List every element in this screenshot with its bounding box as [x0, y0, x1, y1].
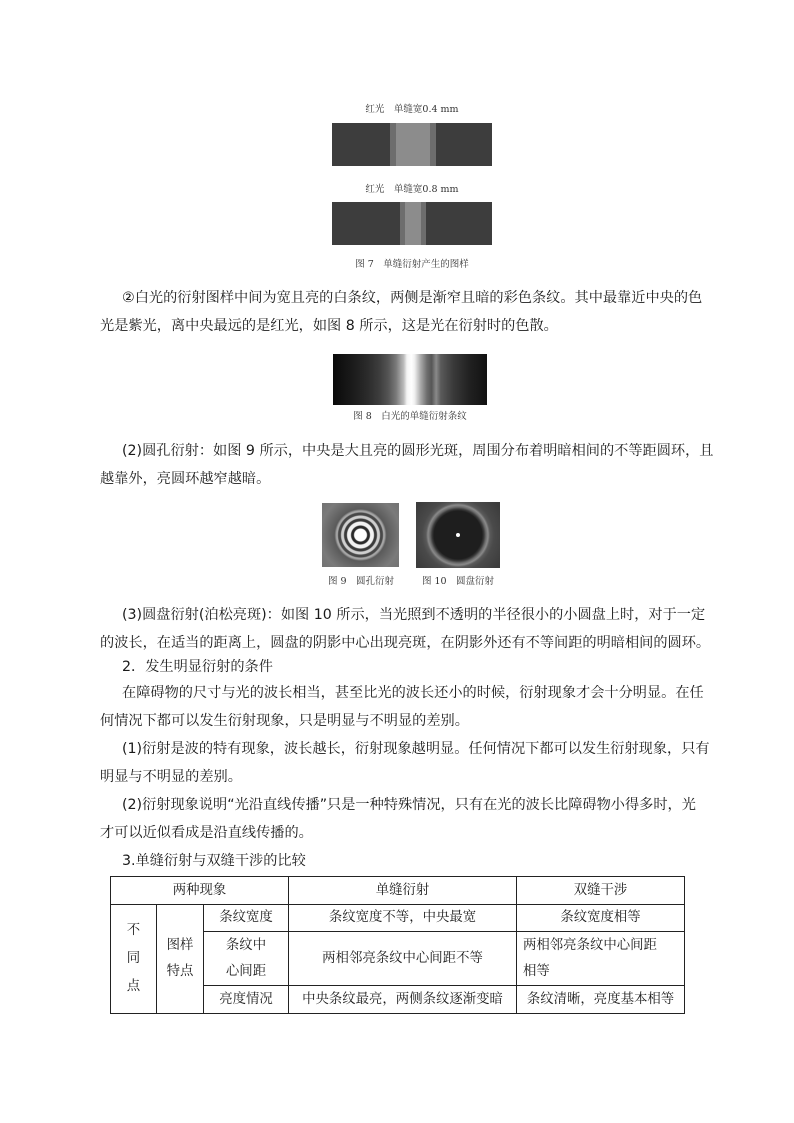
paragraph-line: 何情况下都可以发生衍射现象，只是明显与不明显的差别。 — [100, 713, 469, 729]
cell-line: 两相邻亮条纹中心间距 — [523, 937, 657, 953]
section2-paragraph2 — [100, 735, 710, 791]
figure7-caption: 图 7 单缝衍射产生的图样 — [355, 259, 469, 270]
group-label-char: 同 — [126, 951, 141, 966]
figure9-circular-hole-pattern — [322, 503, 399, 567]
paragraph-line: 明显与不明显的差别。 — [100, 769, 242, 785]
figure9-caption: 图 9 圆孔衍射 — [327, 576, 395, 587]
paragraph-line: (2)衍射现象说明“光沿直线传播”只是一种特殊情况，只有在光的波长比障碍物小得多时，光 — [122, 797, 696, 813]
aspect-cell: 条纹宽度 — [204, 905, 289, 932]
single-slit-cell: 两相邻亮条纹中心间距不等 — [289, 932, 517, 986]
section2-paragraph3 — [100, 791, 698, 847]
table-row — [111, 905, 685, 932]
paragraph-line: 才可以近似看成是沿直线传播的。 — [100, 825, 313, 841]
aspect-line: 条纹中 — [225, 937, 267, 953]
poisson-spot — [456, 533, 460, 537]
figure7-label-a: 红光 单缝宽0.4 mm — [365, 104, 459, 115]
group-label-cell — [111, 905, 157, 1014]
header-cell: 双缝干涉 — [517, 877, 685, 905]
paragraph-circular-hole — [100, 437, 714, 493]
paragraph-line: ②白光的衍射图样中间为宽且亮的白条纹，两侧是渐窄且暗的彩色条纹。其中最靠近中央的色 — [122, 290, 703, 306]
sub-group-label-line: 图样 — [166, 938, 194, 953]
figure8-white-light-fringes — [333, 354, 487, 405]
header-cell: 两种现象 — [111, 877, 289, 905]
paragraph-line: 光是紫光，离中央最远的是红光，如图 8 所示，这是光在衍射时的色散。 — [100, 318, 558, 334]
paragraph-line: 的波长，在适当的距离上，圆盘的阴影中心出现亮斑，在阴影外还有不等间距的明暗相间的圆环。 — [100, 635, 711, 651]
double-slit-cell: 条纹宽度相等 — [517, 905, 685, 932]
table-header-row — [111, 877, 685, 905]
section2-paragraph1 — [100, 679, 704, 735]
double-slit-cell — [517, 932, 685, 986]
paragraph-line: 越靠外，亮圆环越窄越暗。 — [100, 471, 271, 487]
figure8-caption: 图 8 白光的单缝衍射条纹 — [353, 411, 467, 422]
paragraph-white-light — [100, 284, 703, 340]
group-label-char: 点 — [126, 979, 141, 994]
comparison-table — [110, 876, 685, 1014]
figure7-pattern-wide-slit — [332, 202, 492, 245]
sub-group-label-line: 特点 — [166, 964, 194, 979]
aspect-cell: 亮度情况 — [204, 986, 289, 1014]
single-slit-cell: 条纹宽度不等，中央最宽 — [289, 905, 517, 932]
paragraph-line: (1)衍射是波的特有现象，波长越长，衍射现象越明显。任何情况下都可以发生衍射现象，只有 — [122, 741, 710, 757]
double-slit-cell: 条纹清晰，亮度基本相等 — [517, 986, 685, 1014]
group-label-char: 不 — [126, 923, 141, 938]
paragraph-line: (3)圆盘衍射(泊松亮斑)：如图 10 所示，当光照到不透明的半径很小的小圆盘上时，对于一定 — [122, 607, 706, 623]
cell-line: 相等 — [523, 963, 550, 979]
aspect-cell — [204, 932, 289, 986]
paragraph-line: (2)圆孔衍射：如图 9 所示，中央是大且亮的圆形光斑，周围分布着明暗相间的不等距圆环，且 — [122, 443, 714, 459]
section3-title: 3.单缝衍射与双缝干涉的比较 — [122, 853, 306, 869]
figure7-label-b: 红光 单缝宽0.8 mm — [365, 184, 459, 195]
figure10-disk-pattern — [416, 502, 500, 568]
single-slit-cell: 中央条纹最亮，两侧条纹逐渐变暗 — [289, 986, 517, 1014]
paragraph-disk — [100, 601, 711, 657]
figure10-caption: 图 10 圆盘衍射 — [421, 576, 495, 587]
section2-title: 2．发生明显衍射的条件 — [122, 659, 273, 675]
paragraph-line: 在障碍物的尺寸与光的波长相当，甚至比光的波长还小的时候，衍射现象才会十分明显。在任 — [122, 685, 704, 701]
aspect-line: 心间距 — [225, 963, 267, 979]
sub-group-label-cell — [157, 905, 204, 1014]
figure7-pattern-narrow-slit — [332, 123, 492, 166]
header-cell: 单缝衍射 — [289, 877, 517, 905]
